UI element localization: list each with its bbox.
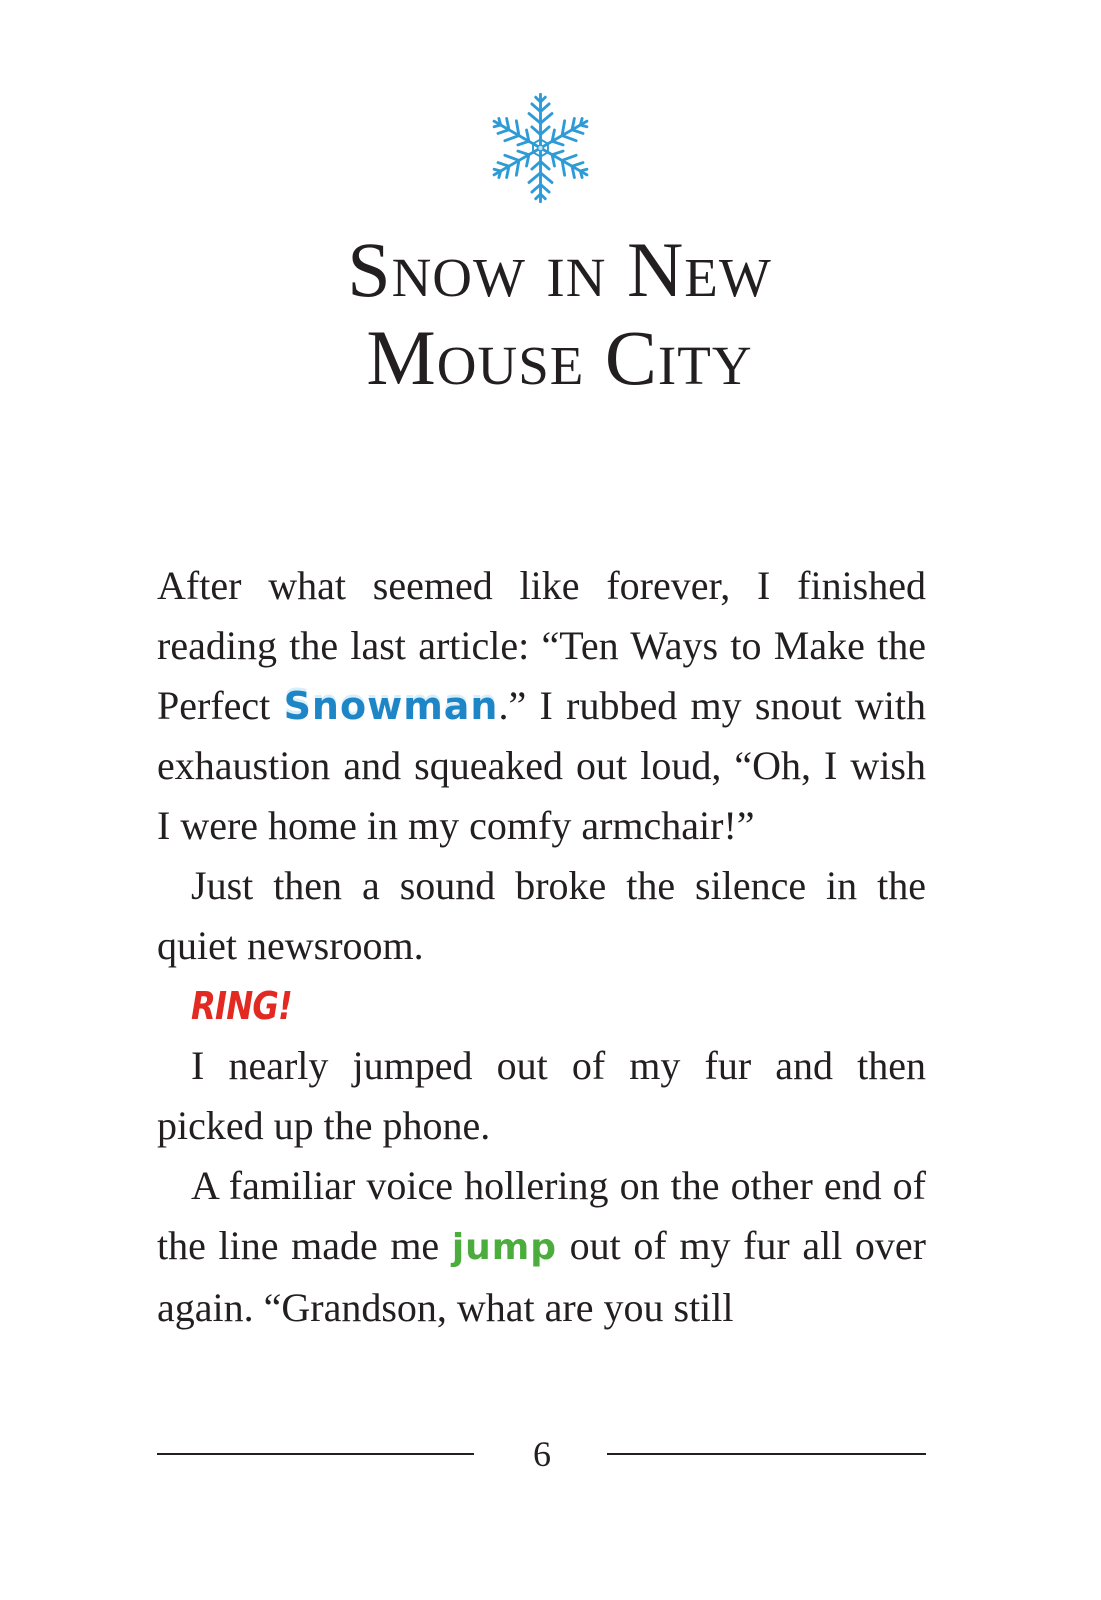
paragraph-1 <box>157 556 926 856</box>
snowman-highlight-word: Snowman <box>283 684 499 728</box>
snowflake-icon <box>483 88 598 208</box>
chapter-title-line-1: Snow in New <box>347 226 772 313</box>
paragraph-4-start: A familiar voice hollering on the other end of the line made me <box>157 1163 926 1268</box>
chapter-title <box>0 226 1101 402</box>
body-text <box>157 556 926 1338</box>
paragraph-1-end: .” I rubbed my snout with exhaustion and squeaked out loud, “Oh, I wish I were home in my comfy armchair!” <box>157 683 926 848</box>
ring-sound-effect: RING! <box>191 984 292 1028</box>
paragraph-1-start: After what seemed like forever, I finished reading the last article: “Ten Ways to Make the Perfect <box>157 563 926 728</box>
paragraph-4-end: out of my fur all over again. “Grandson, what are you still <box>157 1223 926 1330</box>
page-number: 6 <box>533 1434 551 1474</box>
paragraph-3: I nearly jumped out of my fur and then picked up the phone. <box>157 1043 926 1148</box>
chapter-title-line-2: Mouse City <box>366 314 753 401</box>
paragraph-2: Just then a sound broke the silence in the quiet newsroom. <box>157 863 926 968</box>
jump-highlight-word: jump <box>451 1227 558 1268</box>
paragraph-4 <box>157 1156 926 1338</box>
footer-rule-right <box>607 1453 926 1455</box>
footer-rule-left <box>157 1453 474 1455</box>
